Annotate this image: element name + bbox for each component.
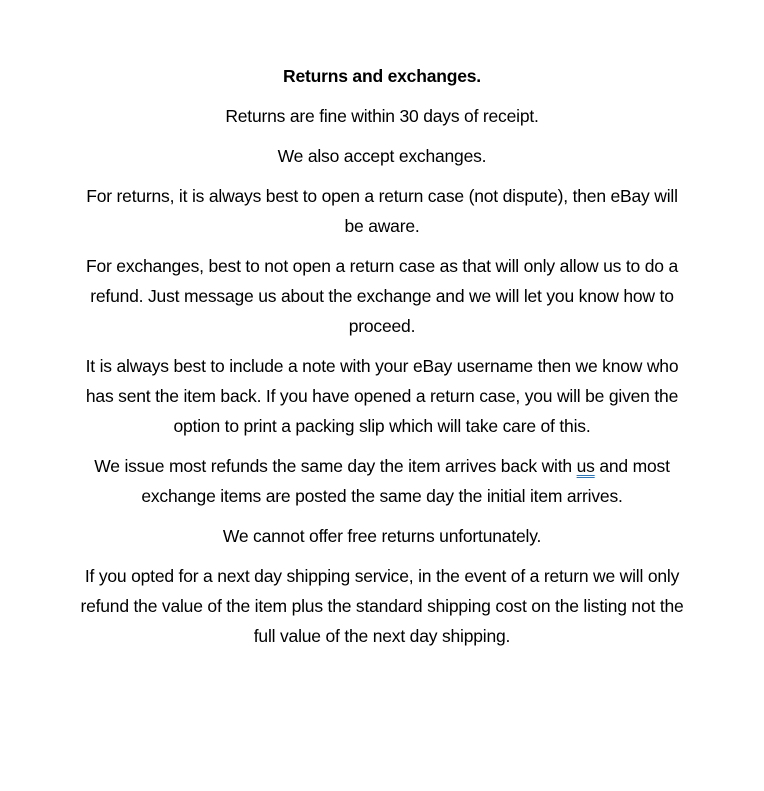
paragraph-accept-exchanges: We also accept exchanges.: [277, 146, 487, 166]
paragraph-exchange-instructions: For exchanges, best to not open a return case as that will only allow us to do a refund. Just message us about the exchange and we will let you know how to proceed.: [86, 256, 678, 336]
grammar-underlined-word[interactable]: us: [576, 456, 595, 476]
paragraph-returns-window: Returns are fine within 30 days of receipt.: [225, 106, 539, 126]
refund-timing-text-before: We issue most refunds the same day the item arrives back with: [94, 456, 577, 476]
paragraph-return-case: For returns, it is always best to open a return case (not dispute), then eBay will be aware.: [86, 186, 678, 236]
paragraph-next-day-shipping: If you opted for a next day shipping service, in the event of a return we will only refund the value of the item plus the standard shipping cost on the listing not the full value of the next day shipping.: [80, 566, 684, 646]
paragraph-include-note: It is always best to include a note with your eBay username then we know who has sent the item back. If you have opened a return case, you will be given the option to print a packing slip which will take care of this.: [85, 356, 679, 436]
document-title: Returns and exchanges.: [283, 66, 481, 86]
paragraph-no-free-returns: We cannot offer free returns unfortunately.: [222, 526, 542, 546]
paragraph-refund-timing: [78, 451, 686, 511]
refund-timing-text-after: and most exchange items are posted the same day the initial item arrives.: [141, 456, 670, 506]
